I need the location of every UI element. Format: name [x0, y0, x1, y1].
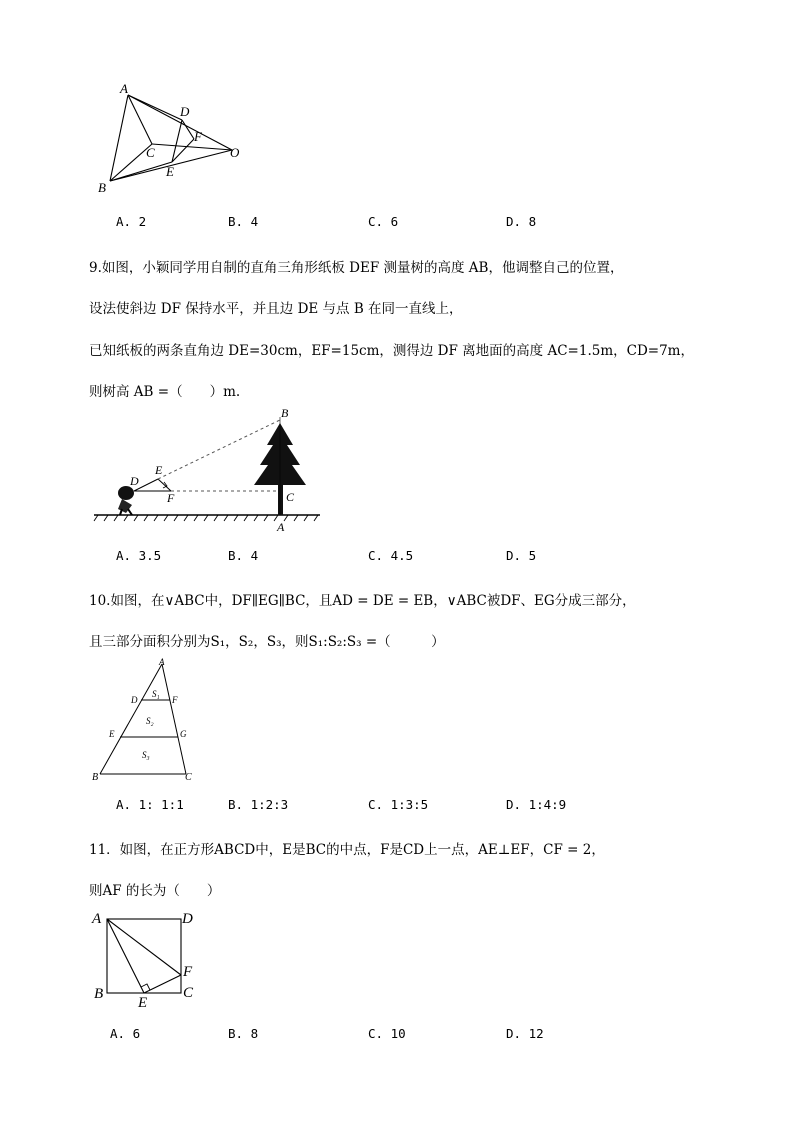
q10-option-b: B. 1:2:3: [228, 797, 289, 812]
q9-label-b: B: [281, 406, 289, 420]
q10-label-d: D: [131, 695, 138, 705]
q10-label-c: C: [185, 772, 192, 783]
q9-line-3: 已知纸板的两条直角边 DE=30cm，EF=15cm，测得边 DF 离地面的高度 AC=1.5m，CD=7m，: [89, 343, 694, 359]
q10-label-s3: S₃: [142, 750, 150, 760]
q10-label-s1: S₁: [152, 689, 160, 699]
q11-line-2: 则AF 的长为（ ）: [89, 883, 221, 899]
q9-figure: [92, 405, 327, 535]
q9-option-c: C. 4.5: [368, 548, 414, 563]
q11-label-b: B: [94, 986, 104, 1002]
q11-option-c: C. 10: [368, 1026, 406, 1041]
q9-label-f: F: [167, 491, 175, 505]
q10-label-b: B: [92, 772, 99, 783]
q11-option-b: B. 8: [228, 1026, 259, 1041]
q9-line-1: 9.如图，小颖同学用自制的直角三角形纸板 DEF 测量树的高度 AB，他调整自己的位置，: [89, 260, 624, 276]
q8-label-d: D: [180, 104, 190, 119]
q10-label-f: F: [172, 695, 178, 705]
q8-option-c: C. 6: [368, 214, 399, 229]
q9-label-a: A: [277, 520, 285, 534]
q10-label-a: A: [159, 657, 165, 667]
q10-option-a: A. 1: 1:1: [116, 797, 184, 812]
q11-label-e: E: [138, 995, 148, 1010]
q11-label-a: A: [92, 911, 102, 927]
q10-option-c: C. 1:3:5: [368, 797, 429, 812]
q10-line-1: 10.如图，在∨ABC中，DF∥EG∥BC，且AD = DE = EB，∨ABC被DF、EG分成三部分，: [89, 593, 636, 609]
q10-line-2: 且三部分面积分别为S₁，S₂，S₃，则S₁:S₂:S₃ =（ ）: [89, 634, 445, 650]
q8-label-o: O: [230, 145, 240, 160]
q11-figure: [88, 905, 203, 1010]
q10-label-e: E: [109, 729, 115, 739]
q10-label-g: G: [180, 729, 187, 739]
q10-option-d: D. 1:4:9: [506, 797, 567, 812]
q11-label-d: D: [182, 911, 193, 927]
q10-label-s2: S₂: [146, 716, 154, 726]
q9-label-d: D: [130, 474, 139, 488]
q11-line-1: 11．如图，在正方形ABCD中，E是BC的中点，F是CD上一点，AE⊥EF，CF = 2，: [89, 842, 605, 858]
q8-option-d: D. 8: [506, 214, 537, 229]
q10-figure: [88, 656, 203, 784]
q9-option-d: D. 5: [506, 548, 537, 563]
q9-label-e: E: [155, 463, 163, 477]
q8-option-a: A. 2: [116, 214, 147, 229]
q9-label-c: C: [286, 490, 295, 504]
q11-label-f: F: [183, 964, 193, 980]
q9-line-2: 设法使斜边 DF 保持水平，并且边 DE 与点 B 在同一直线上，: [89, 301, 463, 317]
q8-option-b: B. 4: [228, 214, 259, 229]
q11-option-a: A. 6: [110, 1026, 141, 1041]
person-icon: [118, 486, 134, 515]
q11-option-d: D. 12: [506, 1026, 544, 1041]
q9-option-b: B. 4: [228, 548, 259, 563]
q8-label-f: F: [194, 129, 202, 144]
q11-label-c: C: [183, 985, 194, 1001]
q8-figure: [90, 78, 260, 198]
q8-label-b: B: [98, 180, 106, 195]
q8-label-c: C: [146, 145, 155, 160]
q8-label-e: E: [166, 164, 174, 179]
q8-label-a: A: [120, 81, 128, 96]
q9-option-a: A. 3.5: [116, 548, 162, 563]
q9-line-4: 则树高 AB =（ ）m.: [89, 384, 241, 400]
